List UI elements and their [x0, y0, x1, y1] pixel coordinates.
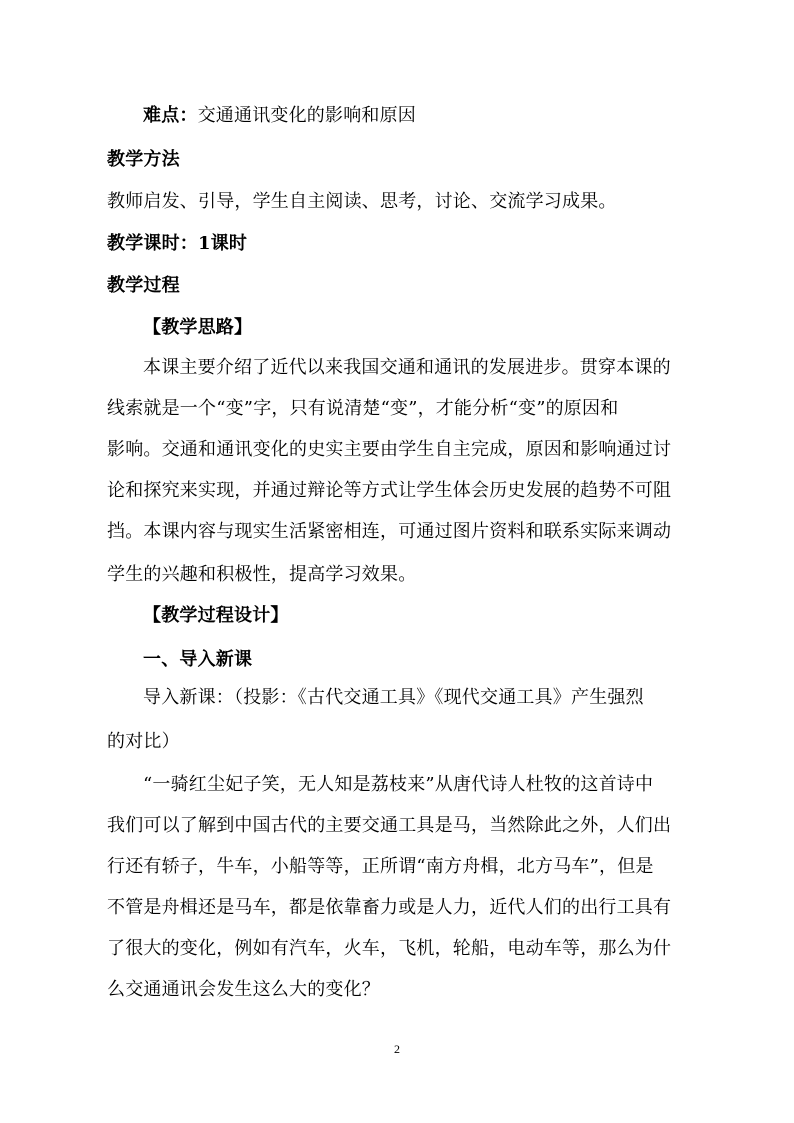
poem-line-6: 么交通通讯会发生这么大的变化？	[107, 979, 380, 1000]
poem-line-2: 我们可以了解到中国古代的主要交通工具是马，当然除此之外，人们出	[107, 815, 672, 836]
page-number: 2	[394, 1042, 400, 1056]
method-text: 教师启发、引导，学生自主阅读、思考，讨论、交流学习成果。	[107, 191, 617, 212]
idea-heading: 【教学思路】	[143, 317, 253, 338]
method-heading: 教学方法	[107, 149, 180, 170]
design-heading: 【教学过程设计】	[143, 605, 289, 626]
poem-line-3: 行还有轿子，牛车，小船等等，正所谓“南方舟楫，北方马车”，但是	[107, 856, 654, 877]
idea-line-6: 学生的兴趣和积极性，提高学习效果。	[107, 564, 417, 585]
idea-line-2: 线索就是一个“变”字，只有说清楚“变”，才能分析“变”的原因和	[107, 398, 619, 419]
idea-line-3: 影响。交通和通讯变化的史实主要由学生自主完成，原因和影响通过讨	[107, 439, 672, 460]
hours-line: 教学课时：1课时	[107, 233, 248, 254]
intro-line-2: 的对比）	[107, 731, 180, 752]
process-heading: 教学过程	[107, 275, 180, 296]
intro-line-1: 导入新课：（投影：《古代交通工具》《现代交通工具》产生强烈	[143, 687, 644, 708]
difficulty-label: 难点：	[143, 105, 198, 126]
idea-line-4: 论和探究来实现，并通过辩论等方式让学生体会历史发展的趋势不可阻	[107, 480, 672, 501]
poem-line-5: 了很大的变化，例如有汽车，火车，飞机，轮船，电动车等，那么为什	[107, 938, 672, 959]
poem-line-4: 不管是舟楫还是马车，都是依靠畜力或是人力，近代人们的出行工具有	[107, 897, 672, 918]
poem-line-1: “一骑红尘妃子笑，无人知是荔枝来”从唐代诗人杜牧的这首诗中	[143, 774, 654, 795]
idea-line-5: 挡。本课内容与现实生活紧密相连，可通过图片资料和联系实际来调动	[107, 521, 672, 542]
section-1-heading: 一、导入新课	[143, 649, 253, 670]
idea-line-1: 本课主要介绍了近代以来我国交通和通讯的发展进步。贯穿本课的	[143, 357, 671, 378]
difficulty-line	[143, 104, 743, 128]
difficulty-text: 交通通讯变化的影响和原因	[197, 105, 417, 126]
